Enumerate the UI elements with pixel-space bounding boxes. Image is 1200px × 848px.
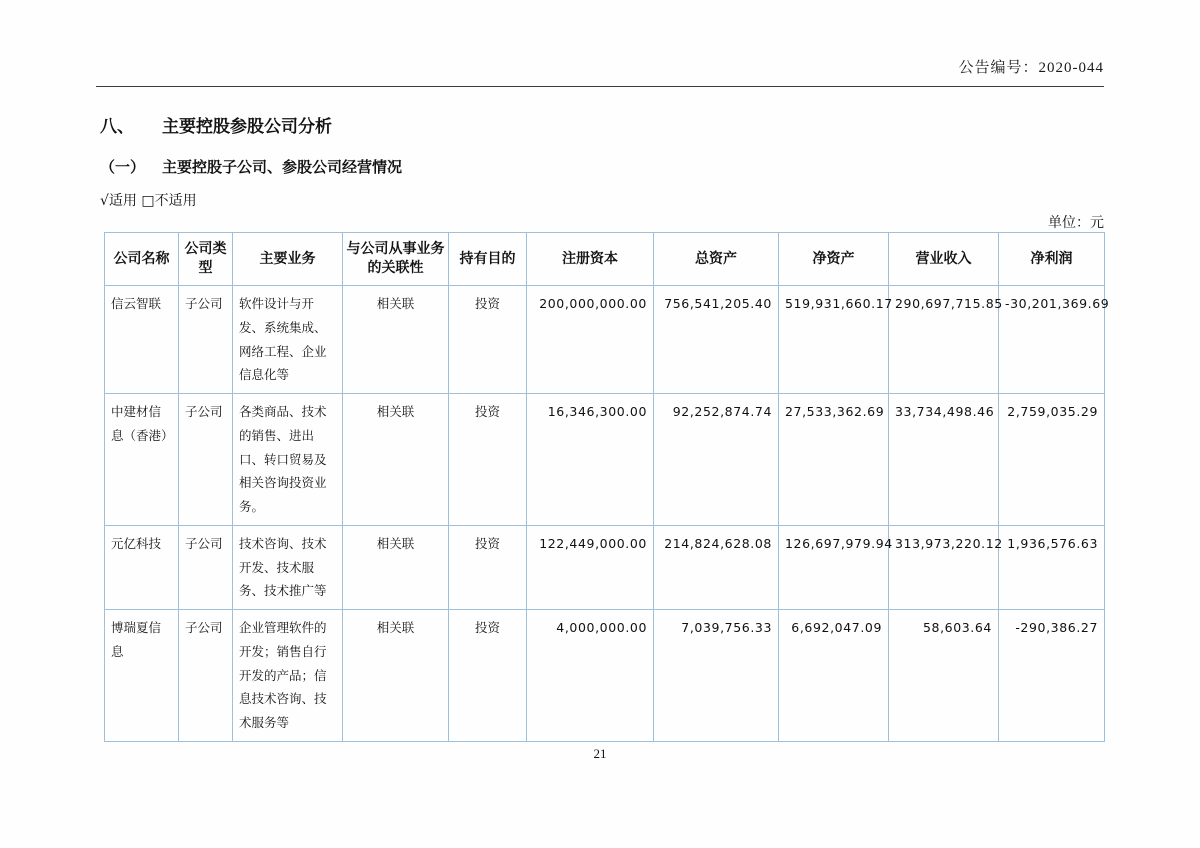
table-header-row bbox=[105, 233, 1105, 286]
col-company-type: 公司类型 bbox=[179, 233, 233, 286]
col-holding-purpose: 持有目的 bbox=[449, 233, 527, 286]
cell-net-assets: 519,931,660.17 bbox=[779, 286, 889, 394]
cell-holding-purpose: 投资 bbox=[449, 394, 527, 526]
table-row bbox=[105, 286, 1105, 394]
cell-company-type: 子公司 bbox=[179, 525, 233, 609]
cell-net-assets: 126,697,979.94 bbox=[779, 525, 889, 609]
cell-main-business: 企业管理软件的开发；销售自行开发的产品；信息技术咨询、技术服务等 bbox=[233, 610, 343, 742]
subsection-number: （一） bbox=[100, 158, 146, 176]
cell-total-assets: 756,541,205.40 bbox=[654, 286, 779, 394]
section-heading bbox=[100, 112, 332, 137]
cell-revenue: 290,697,715.85 bbox=[889, 286, 999, 394]
table-row bbox=[105, 610, 1105, 742]
col-total-assets: 总资产 bbox=[654, 233, 779, 286]
cell-revenue: 33,734,498.46 bbox=[889, 394, 999, 526]
subsection-title-text: 主要控股子公司、参股公司经营情况 bbox=[162, 158, 403, 176]
cell-business-relation: 相关联 bbox=[343, 525, 449, 609]
cell-company-type: 子公司 bbox=[179, 286, 233, 394]
col-net-profit: 净利润 bbox=[999, 233, 1105, 286]
cell-net-assets: 6,692,047.09 bbox=[779, 610, 889, 742]
cell-registered-capital: 200,000,000.00 bbox=[527, 286, 654, 394]
cell-registered-capital: 16,346,300.00 bbox=[527, 394, 654, 526]
cell-company-name: 信云智联 bbox=[105, 286, 179, 394]
cell-company-name: 元亿科技 bbox=[105, 525, 179, 609]
cell-company-type: 子公司 bbox=[179, 610, 233, 742]
cell-total-assets: 7,039,756.33 bbox=[654, 610, 779, 742]
cell-business-relation: 相关联 bbox=[343, 286, 449, 394]
table-row bbox=[105, 525, 1105, 609]
col-business-relation: 与公司从事业务的关联性 bbox=[343, 233, 449, 286]
applicable-checkbox-line: √适用 □不适用 bbox=[100, 193, 197, 209]
table-row bbox=[105, 394, 1105, 526]
cell-holding-purpose: 投资 bbox=[449, 525, 527, 609]
col-registered-capital: 注册资本 bbox=[527, 233, 654, 286]
cell-business-relation: 相关联 bbox=[343, 610, 449, 742]
cell-main-business: 各类商品、技术的销售、进出口、转口贸易及相关咨询投资业务。 bbox=[233, 394, 343, 526]
section-number: 八、 bbox=[100, 117, 134, 137]
page-number: 21 bbox=[593, 746, 607, 761]
cell-revenue: 58,603.64 bbox=[889, 610, 999, 742]
header-divider bbox=[96, 86, 1104, 87]
cell-company-name: 中建材信息（香港） bbox=[105, 394, 179, 526]
col-revenue: 营业收入 bbox=[889, 233, 999, 286]
cell-company-type: 子公司 bbox=[179, 394, 233, 526]
cell-main-business: 技术咨询、技术开发、技术服务、技术推广等 bbox=[233, 525, 343, 609]
cell-holding-purpose: 投资 bbox=[449, 286, 527, 394]
subsection-heading bbox=[100, 156, 402, 177]
cell-registered-capital: 4,000,000.00 bbox=[527, 610, 654, 742]
cell-total-assets: 92,252,874.74 bbox=[654, 394, 779, 526]
cell-holding-purpose: 投资 bbox=[449, 610, 527, 742]
cell-net-profit: -290,386.27 bbox=[999, 610, 1105, 742]
col-net-assets: 净资产 bbox=[779, 233, 889, 286]
subsidiary-table bbox=[104, 232, 1110, 742]
cell-main-business: 软件设计与开发、系统集成、网络工程、企业信息化等 bbox=[233, 286, 343, 394]
col-company-name: 公司名称 bbox=[105, 233, 179, 286]
cell-total-assets: 214,824,628.08 bbox=[654, 525, 779, 609]
cell-registered-capital: 122,449,000.00 bbox=[527, 525, 654, 609]
cell-net-profit: -30,201,369.69 bbox=[999, 286, 1105, 394]
cell-revenue: 313,973,220.12 bbox=[889, 525, 999, 609]
col-main-business: 主要业务 bbox=[233, 233, 343, 286]
cell-net-profit: 2,759,035.29 bbox=[999, 394, 1105, 526]
unit-label: 单位：元 bbox=[1048, 215, 1104, 231]
cell-business-relation: 相关联 bbox=[343, 394, 449, 526]
cell-company-name: 博瑞夏信息 bbox=[105, 610, 179, 742]
cell-net-assets: 27,533,362.69 bbox=[779, 394, 889, 526]
section-title-text: 主要控股参股公司分析 bbox=[162, 117, 332, 137]
announcement-number: 公告编号：2020-044 bbox=[958, 60, 1104, 76]
cell-net-profit: 1,936,576.63 bbox=[999, 525, 1105, 609]
